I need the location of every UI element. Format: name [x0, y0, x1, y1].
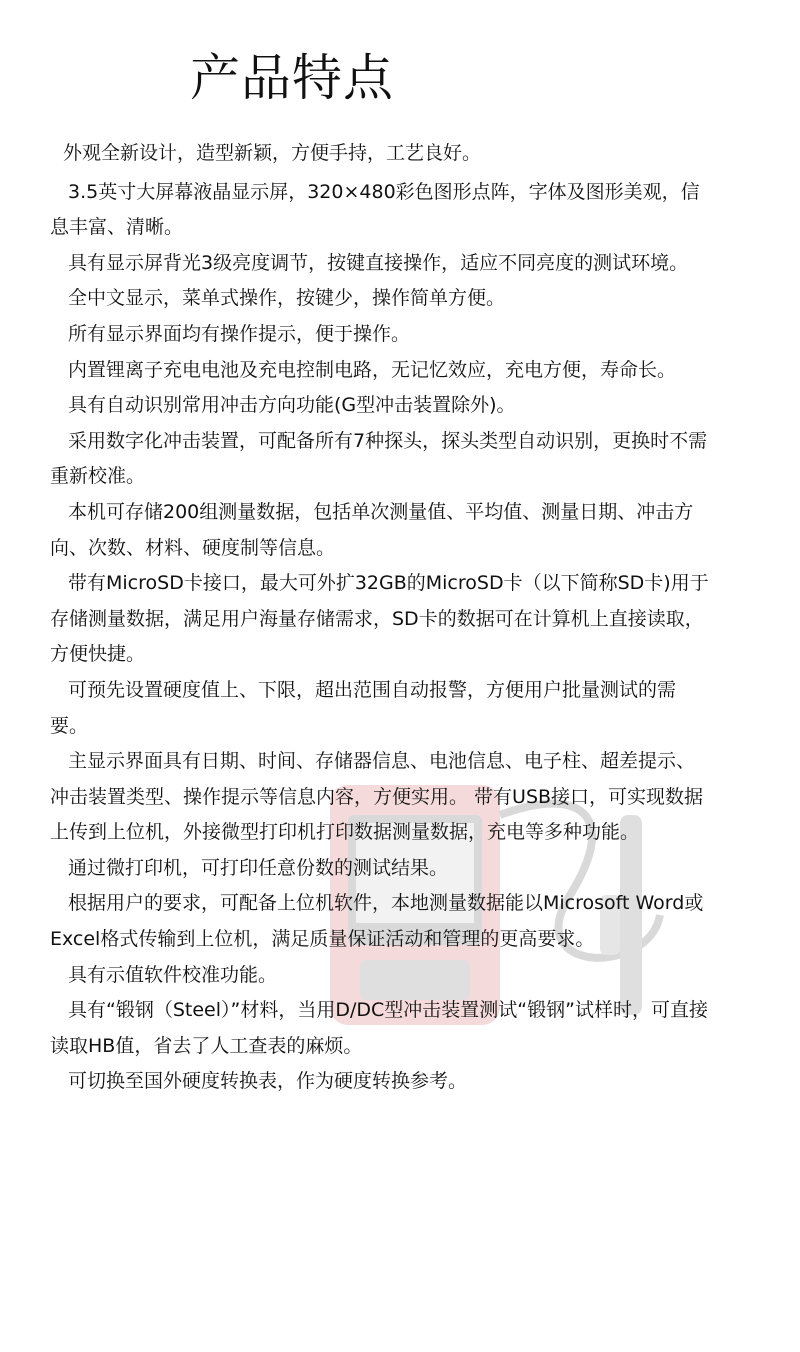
feature-item: 具有显示屏背光3级亮度调节，按键直接操作，适应不同亮度的测试环境。	[68, 251, 689, 274]
feature-item: 根据用户的要求，可配备上位机软件，本地测量数据能以Microsoft Word或Excel格式传输到上位机，满足质量保证活动和管理的更高要求。	[50, 892, 704, 951]
feature-item: 可切换至国外硬度转换表，作为硬度转换参考。	[68, 1070, 468, 1093]
feature-item: 具有自动识别常用冲击方向功能(G型冲击装置除外)。	[68, 394, 516, 417]
feature-item: 带有MicroSD卡接口，最大可外扩32GB的MicroSD卡（以下简称SD卡)用于存储测量数据，满足用户海量存储需求，SD卡的数据可在计算机上直接读取，方便快捷。	[50, 572, 709, 666]
feature-list	[50, 136, 710, 1100]
page-title: 产品特点	[190, 49, 394, 107]
feature-item: 全中文显示，菜单式操作，按键少，操作简单方便。	[68, 287, 506, 310]
feature-item: 所有显示界面均有操作提示，便于操作。	[68, 322, 411, 345]
feature-item: 具有示值软件校准功能。	[68, 963, 278, 986]
feature-item: 内置锂离子充电电池及充电控制电路，无记忆效应，充电方便，寿命长。	[68, 358, 677, 381]
feature-item: 外观全新设计，造型新颖，方便手持，工艺良好。	[63, 142, 482, 164]
feature-item: 可预先设置硬度值上、下限，超出范围自动报警，方便用户批量测试的需要。	[50, 678, 677, 737]
feature-item: 本机可存储200组测量数据，包括单次测量值、平均值、测量日期、冲击方向、次数、材料、硬度制等信息。	[50, 500, 694, 559]
feature-item: 采用数字化冲击装置，可配备所有7种探头，探头类型自动识别，更换时不需重新校准。	[50, 429, 708, 488]
feature-item: 具有“锻钢（Steel）”材料，当用D/DC型冲击装置测试“锻钢”试样时，可直接读取HB值，省去了人工查表的麻烦。	[50, 999, 708, 1057]
feature-item: 3.5英寸大屏幕液晶显示屏，320×480彩色图形点阵，字体及图形美观，信息丰富、清晰。	[50, 180, 700, 239]
feature-item: 主显示界面具有日期、时间、存储器信息、电池信息、电子柱、超差提示、冲击装置类型、操作提示等信息内容，方便实用。 带有USB接口，可实现数据上传到上位机，外接微型打印机打印数据测量数据，充电等多种功能。	[50, 750, 704, 844]
feature-item: 通过微打印机，可打印任意份数的测试结果。	[68, 856, 449, 879]
